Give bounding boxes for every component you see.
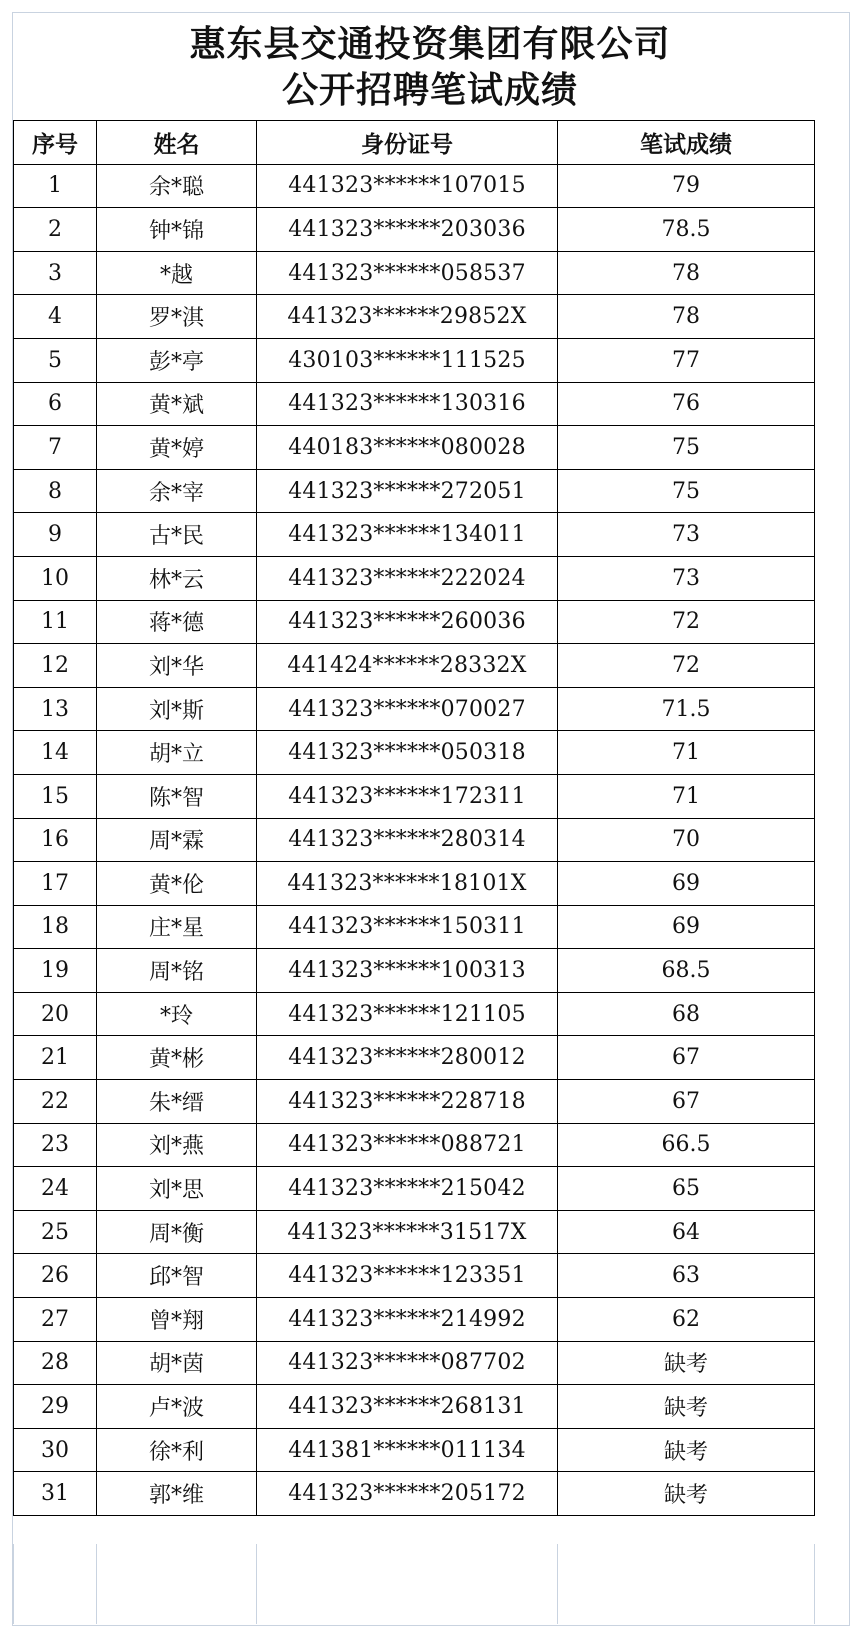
cell-score: 77 [558, 338, 815, 382]
cell-id: 441323******214992 [257, 1298, 558, 1342]
table-row [14, 687, 815, 731]
cell-id: 441323******134011 [257, 513, 558, 557]
cell-score: 缺考 [558, 1472, 815, 1516]
cell-id: 441323******123351 [257, 1254, 558, 1298]
cell-name: 罗*淇 [97, 295, 257, 339]
cell-seq: 26 [14, 1254, 97, 1298]
table-row [14, 426, 815, 470]
cell-score: 78.5 [558, 208, 815, 252]
cell-name: 刘*华 [97, 644, 257, 688]
cell-name: 陈*智 [97, 774, 257, 818]
table-row [14, 208, 815, 252]
cell-seq: 21 [14, 1036, 97, 1080]
cell-id: 441323******088721 [257, 1123, 558, 1167]
title-line-2: 公开招聘笔试成绩 [281, 70, 578, 111]
cell-id: 441323******203036 [257, 208, 558, 252]
cell-score: 缺考 [558, 1428, 815, 1472]
cell-score: 65 [558, 1167, 815, 1211]
cell-seq: 28 [14, 1341, 97, 1385]
cell-id: 441323******070027 [257, 687, 558, 731]
cell-seq: 24 [14, 1167, 97, 1211]
cell-score: 78 [558, 295, 815, 339]
cell-name: 林*云 [97, 556, 257, 600]
cell-name: 邱*智 [97, 1254, 257, 1298]
table-row [14, 818, 815, 862]
table-row [14, 992, 815, 1036]
cell-id: 441381******011134 [257, 1428, 558, 1472]
cell-id: 441323******050318 [257, 731, 558, 775]
table-row [14, 1341, 815, 1385]
cell-name: 庄*星 [97, 905, 257, 949]
table-row [14, 1080, 815, 1124]
cell-id: 441323******280314 [257, 818, 558, 862]
cell-score: 71.5 [558, 687, 815, 731]
cell-score: 71 [558, 774, 815, 818]
cell-name: 黄*伦 [97, 862, 257, 906]
cell-score: 69 [558, 862, 815, 906]
cell-score: 73 [558, 513, 815, 557]
table-row [14, 644, 815, 688]
cell-id: 441424******28332X [257, 644, 558, 688]
cell-score: 67 [558, 1080, 815, 1124]
cell-id: 441323******268131 [257, 1385, 558, 1429]
cell-score: 71 [558, 731, 815, 775]
cell-score: 79 [558, 164, 815, 208]
cell-score: 67 [558, 1036, 815, 1080]
document-title [12, 12, 848, 120]
cell-seq: 15 [14, 774, 97, 818]
table-row [14, 905, 815, 949]
table-row [14, 513, 815, 557]
cell-score: 70 [558, 818, 815, 862]
cell-id: 441323******087702 [257, 1341, 558, 1385]
table-row [14, 862, 815, 906]
header-id: 身份证号 [257, 121, 558, 165]
cell-name: 钟*锦 [97, 208, 257, 252]
cell-seq: 30 [14, 1428, 97, 1472]
cell-score: 66.5 [558, 1123, 815, 1167]
header-seq: 序号 [14, 121, 97, 165]
cell-name: 曾*翔 [97, 1298, 257, 1342]
cell-seq: 11 [14, 600, 97, 644]
table-row [14, 731, 815, 775]
cell-seq: 29 [14, 1385, 97, 1429]
cell-seq: 6 [14, 382, 97, 426]
cell-id: 441323******205172 [257, 1472, 558, 1516]
table-row [14, 1123, 815, 1167]
table-row [14, 251, 815, 295]
cell-name: 朱*缙 [97, 1080, 257, 1124]
table-row [14, 774, 815, 818]
cell-seq: 18 [14, 905, 97, 949]
cell-score: 78 [558, 251, 815, 295]
cell-score: 68 [558, 992, 815, 1036]
cell-id: 441323******31517X [257, 1210, 558, 1254]
cell-name: 彭*亭 [97, 338, 257, 382]
cell-seq: 14 [14, 731, 97, 775]
table-row [14, 1036, 815, 1080]
cell-score: 75 [558, 426, 815, 470]
cell-id: 441323******260036 [257, 600, 558, 644]
cell-seq: 8 [14, 469, 97, 513]
cell-name: 刘*思 [97, 1167, 257, 1211]
header-name: 姓名 [97, 121, 257, 165]
cell-seq: 22 [14, 1080, 97, 1124]
cell-id: 440183******080028 [257, 426, 558, 470]
cell-seq: 12 [14, 644, 97, 688]
cell-id: 441323******150311 [257, 905, 558, 949]
table-row [14, 949, 815, 993]
cell-name: 余*宰 [97, 469, 257, 513]
cell-seq: 10 [14, 556, 97, 600]
cell-name: 周*衡 [97, 1210, 257, 1254]
cell-name: 黄*婷 [97, 426, 257, 470]
cell-id: 441323******107015 [257, 164, 558, 208]
cell-name: 徐*利 [97, 1428, 257, 1472]
cell-seq: 20 [14, 992, 97, 1036]
cell-score: 62 [558, 1298, 815, 1342]
table-row [14, 338, 815, 382]
table-row [14, 600, 815, 644]
cell-name: 古*民 [97, 513, 257, 557]
cell-score: 73 [558, 556, 815, 600]
cell-name: *玲 [97, 992, 257, 1036]
cell-seq: 1 [14, 164, 97, 208]
cell-seq: 19 [14, 949, 97, 993]
cell-name: 刘*燕 [97, 1123, 257, 1167]
cell-name: 周*霖 [97, 818, 257, 862]
cell-seq: 2 [14, 208, 97, 252]
table-row [14, 1428, 815, 1472]
cell-seq: 27 [14, 1298, 97, 1342]
table-row [14, 469, 815, 513]
cell-score: 缺考 [558, 1341, 815, 1385]
cell-id: 441323******215042 [257, 1167, 558, 1211]
cell-id: 441323******228718 [257, 1080, 558, 1124]
cell-seq: 4 [14, 295, 97, 339]
cell-id: 430103******111525 [257, 338, 558, 382]
cell-name: *越 [97, 251, 257, 295]
cell-id: 441323******058537 [257, 251, 558, 295]
cell-seq: 5 [14, 338, 97, 382]
cell-score: 72 [558, 644, 815, 688]
cell-id: 441323******272051 [257, 469, 558, 513]
table-row [14, 1210, 815, 1254]
header-score: 笔试成绩 [558, 121, 815, 165]
cell-name: 黄*彬 [97, 1036, 257, 1080]
cell-seq: 17 [14, 862, 97, 906]
cell-seq: 23 [14, 1123, 97, 1167]
cell-id: 441323******18101X [257, 862, 558, 906]
title-line-1: 惠东县交通投资集团有限公司 [189, 24, 671, 65]
cell-id: 441323******172311 [257, 774, 558, 818]
cell-score: 72 [558, 600, 815, 644]
cell-id: 441323******280012 [257, 1036, 558, 1080]
cell-name: 郭*维 [97, 1472, 257, 1516]
cell-score: 缺考 [558, 1385, 815, 1429]
cell-name: 卢*波 [97, 1385, 257, 1429]
cell-id: 441323******100313 [257, 949, 558, 993]
table-row [14, 1385, 815, 1429]
cell-id: 441323******222024 [257, 556, 558, 600]
cell-score: 75 [558, 469, 815, 513]
cell-name: 周*铭 [97, 949, 257, 993]
cell-id: 441323******121105 [257, 992, 558, 1036]
table-row [14, 164, 815, 208]
cell-seq: 31 [14, 1472, 97, 1516]
header-row [14, 121, 815, 165]
empty-sheet-row [13, 1544, 814, 1624]
table-row [14, 1298, 815, 1342]
cell-name: 胡*立 [97, 731, 257, 775]
cell-score: 68.5 [558, 949, 815, 993]
table-row [14, 556, 815, 600]
cell-seq: 7 [14, 426, 97, 470]
table-row [14, 382, 815, 426]
cell-score: 63 [558, 1254, 815, 1298]
table-row [14, 1472, 815, 1516]
cell-seq: 13 [14, 687, 97, 731]
cell-name: 黄*斌 [97, 382, 257, 426]
cell-seq: 16 [14, 818, 97, 862]
cell-id: 441323******130316 [257, 382, 558, 426]
cell-seq: 3 [14, 251, 97, 295]
cell-name: 刘*斯 [97, 687, 257, 731]
score-table [13, 120, 815, 1516]
cell-seq: 25 [14, 1210, 97, 1254]
cell-seq: 9 [14, 513, 97, 557]
table-row [14, 295, 815, 339]
cell-score: 76 [558, 382, 815, 426]
cell-score: 69 [558, 905, 815, 949]
table-row [14, 1254, 815, 1298]
cell-score: 64 [558, 1210, 815, 1254]
cell-name: 余*聪 [97, 164, 257, 208]
cell-name: 胡*茵 [97, 1341, 257, 1385]
cell-id: 441323******29852X [257, 295, 558, 339]
cell-name: 蒋*德 [97, 600, 257, 644]
table-row [14, 1167, 815, 1211]
